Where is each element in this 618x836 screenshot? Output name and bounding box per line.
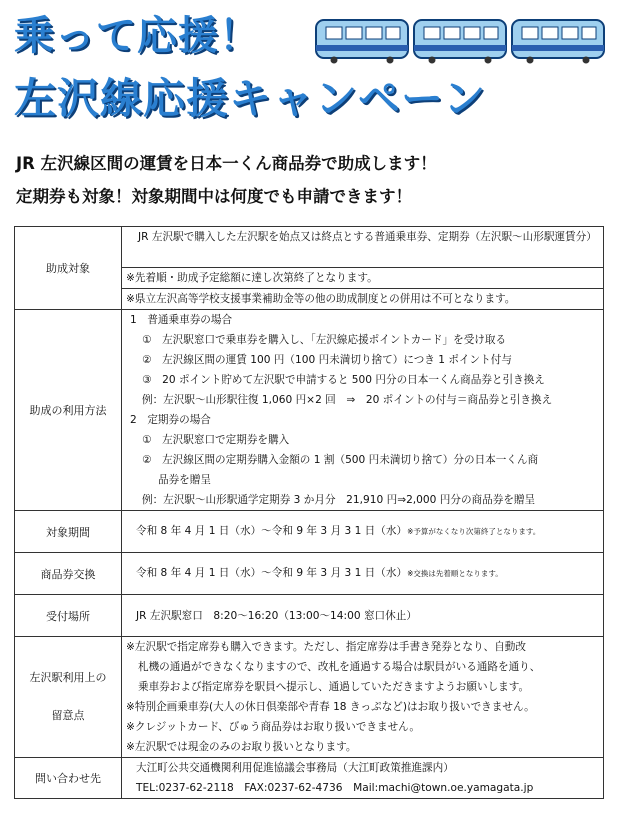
title-line-2: 左沢線応援キャンペーン <box>14 74 487 123</box>
contact-line-2: TEL:0237-62-2118 FAX:0237-62-4736 Mail:machi@town.oe.yamagata.jp <box>136 782 534 794</box>
train-illustration <box>314 18 606 64</box>
method-line-6: 2 定期券の場合 <box>130 414 211 426</box>
row-reception <box>15 595 604 637</box>
method-line-9: 品券を贈呈 <box>158 474 211 486</box>
contact-label: 問い合わせ先 <box>15 758 122 799</box>
reception-label: 受付場所 <box>15 595 122 637</box>
row-contact <box>15 758 604 799</box>
contact-value <box>122 758 604 799</box>
notes-label-line-1: 左沢駅利用上の <box>29 671 107 684</box>
method-line-4: ③ 20 ポイント貯めて左沢駅で申請すると 500 円分の日本一くん商品券と引き換え <box>142 374 545 386</box>
notes-value <box>122 637 604 758</box>
info-table <box>14 226 604 799</box>
period-value <box>122 511 604 553</box>
notes-line-4: ※特別企画乗車券(大人の休日倶楽部や青春 18 きっぷなど)はお取り扱いできません。 <box>126 701 535 713</box>
reception-text: JR 左沢駅窓口 8:20～16:20（13:00～14:00 窓口休止） <box>136 609 417 622</box>
exchange-note: ※交換は先着順となります。 <box>407 569 503 578</box>
row-exchange <box>15 553 604 595</box>
method-line-5: 例：左沢駅～山形駅往復 1,060 円×2 回 ⇒ 20 ポイントの付与＝商品券と引き換え <box>142 394 553 406</box>
method-line-2: ① 左沢駅窓口で乗車券を購入し、「左沢線応援ポイントカード」を受け取る <box>142 334 507 346</box>
target-line-1: JR 左沢駅で購入した左沢駅を始点又は終点とする普通乗車券、定期券（左沢駅～山形駅運賃分） <box>138 231 597 243</box>
target-label: 助成対象 <box>15 227 122 310</box>
target-line-2: ※先着順・助成予定総額に達し次第終了となります。 <box>122 267 603 288</box>
method-label: 助成の利用方法 <box>15 310 122 511</box>
notes-label <box>15 637 122 758</box>
row-period <box>15 511 604 553</box>
exchange-dates: 令和 8 年 4 月 1 日（水）～令和 9 年 3 月 3 1 日（水） <box>136 567 408 579</box>
row-target <box>15 227 604 310</box>
notes-line-1: ※左沢駅で指定席券も購入できます。ただし、指定席券は手書き発券となり、自動改 <box>126 641 526 653</box>
method-line-3: ② 左沢線区間の運賃 100 円（100 円未満切り捨て）につき 1 ポイント付与 <box>142 354 512 366</box>
row-method <box>15 310 604 511</box>
title-line-1: 乗って応援！ <box>14 13 260 59</box>
row-notes <box>15 637 604 758</box>
period-dates: 令和 8 年 4 月 1 日（水）～令和 9 年 3 月 3 1 日（水） <box>136 525 408 537</box>
subtitle-line-1: JR 左沢線区間の運賃を日本一くん商品券で助成します！ <box>16 154 437 173</box>
notes-line-2: 札機の通過ができなくなりますので、改札を通過する場合は駅員がいる通路を通り、 <box>138 661 541 673</box>
notes-line-3: 乗車券および指定席券を駅員へ提示し、通過していただきますようお願いします。 <box>138 681 530 693</box>
reception-value <box>122 595 604 637</box>
target-line-3: ※県立左沢高等学校支援事業補助金等の他の助成制度との併用は不可となります。 <box>122 288 603 309</box>
exchange-value <box>122 553 604 595</box>
contact-line-1: 大江町公共交通機関利用促進協議会事務局（大江町政策推進課内） <box>136 762 454 774</box>
subtitle-line-2: 定期券も対象！対象期間中は何度でも申請できます！ <box>16 187 412 206</box>
target-value <box>122 227 604 310</box>
exchange-label: 商品券交換 <box>15 553 122 595</box>
train-car-1 <box>316 20 408 64</box>
notes-label-line-2: 留意点 <box>51 709 85 722</box>
train-car-2 <box>414 20 506 64</box>
method-line-8: ② 左沢線区間の定期券購入金額の 1 割（500 円未満切り捨て）分の日本一くん商 <box>142 454 539 466</box>
method-line-7: ① 左沢駅窓口で定期券を購入 <box>142 434 290 446</box>
notes-line-5: ※クレジットカード、びゅう商品券はお取り扱いできません。 <box>126 721 421 733</box>
method-line-10: 例：左沢駅～山形駅通学定期券 3 か月分 21,910 円⇒2,000 円分の商品券を贈呈 <box>142 494 536 506</box>
notes-line-6: ※左沢駅では現金のみのお取り扱いとなります。 <box>126 741 357 753</box>
method-value <box>122 310 604 511</box>
period-note: ※予算がなくなり次第終了となります。 <box>407 527 541 536</box>
train-car-3 <box>512 20 604 64</box>
period-label: 対象期間 <box>15 511 122 553</box>
method-line-1: 1 普通乗車券の場合 <box>130 314 233 326</box>
